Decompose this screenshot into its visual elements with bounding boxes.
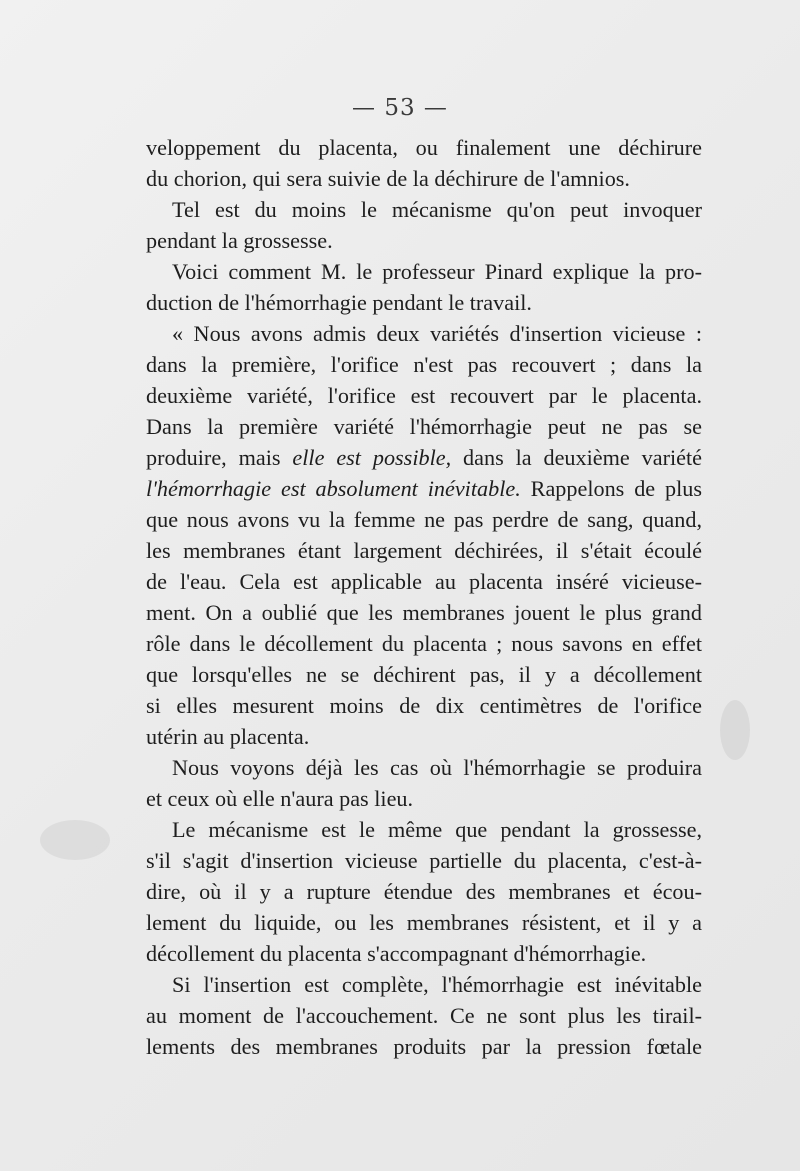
paper-stain [40, 820, 110, 860]
text-line: Nous voyons déjà les cas où l'hémorrhagie se produira [172, 755, 702, 780]
text-line: Dans la première variété l'hémorrhagie peut ne pas se [146, 414, 702, 439]
text-line: utérin au placenta. [146, 724, 310, 749]
text-line: décollement du placenta s'accompagnant d'hémorrhagie. [146, 941, 647, 966]
text-line [146, 442, 702, 473]
text-line: veloppement du placenta, ou finalement une déchirure [146, 135, 702, 160]
body-text [146, 132, 702, 1062]
text-line: et ceux où elle n'aura pas lieu. [146, 786, 414, 811]
text-segment: produire, mais [146, 445, 281, 470]
text-line: s'il s'agit d'insertion vicieuse partielle du placenta, c'est-à- [146, 848, 702, 873]
text-line: de l'eau. Cela est applicable au placenta inséré vicieuse- [146, 569, 702, 594]
text-line: pendant la grossesse. [146, 228, 333, 253]
text-line [146, 473, 702, 504]
text-line: que nous avons vu la femme ne pas perdre de sang, quand, [146, 507, 702, 532]
text-line: que lorsqu'elles ne se déchirent pas, il y a décollement [146, 662, 702, 687]
emphasis-text: elle est possible, [292, 445, 452, 470]
paper-stain [720, 700, 750, 760]
text-line: « Nous avons admis deux variétés d'insertion vicieuse : [172, 321, 702, 346]
text-line: dire, où il y a rupture étendue des membranes et écou- [146, 879, 702, 904]
text-line: lements des membranes produits par la pression fœtale [146, 1034, 702, 1059]
text-line: Si l'insertion est complète, l'hémorrhagie est inévitable [172, 972, 702, 997]
text-line: deuxième variété, l'orifice est recouvert par le placenta. [146, 383, 702, 408]
text-line: lement du liquide, ou les membranes résistent, et il y a [146, 910, 702, 935]
text-line: si elles mesurent moins de dix centimètres de l'orifice [146, 693, 702, 718]
text-line: duction de l'hémorrhagie pendant le travail. [146, 290, 532, 315]
text-line: du chorion, qui sera suivie de la déchirure de l'amnios. [146, 166, 630, 191]
text-line: Voici comment M. le professeur Pinard explique la pro- [172, 259, 702, 284]
text-line: rôle dans le décollement du placenta ; nous savons en effet [146, 631, 702, 656]
emphasis-text: l'hémorrhagie est absolument inévitable. [146, 476, 521, 501]
text-segment: dans la deuxième variété [463, 445, 702, 470]
page-number: — 53 — [352, 95, 448, 121]
text-line: Le mécanisme est le même que pendant la grossesse, [172, 817, 702, 842]
text-line: Tel est du moins le mécanisme qu'on peut invoquer [172, 197, 702, 222]
text-line: au moment de l'accouchement. Ce ne sont plus les tirail- [146, 1003, 702, 1028]
text-line: les membranes étant largement déchirées, il s'était écoulé [146, 538, 702, 563]
text-line: dans la première, l'orifice n'est pas recouvert ; dans la [146, 352, 702, 377]
text-line: ment. On a oublié que les membranes jouent le plus grand [146, 600, 702, 625]
text-segment: Rappelons de plus [530, 476, 702, 501]
